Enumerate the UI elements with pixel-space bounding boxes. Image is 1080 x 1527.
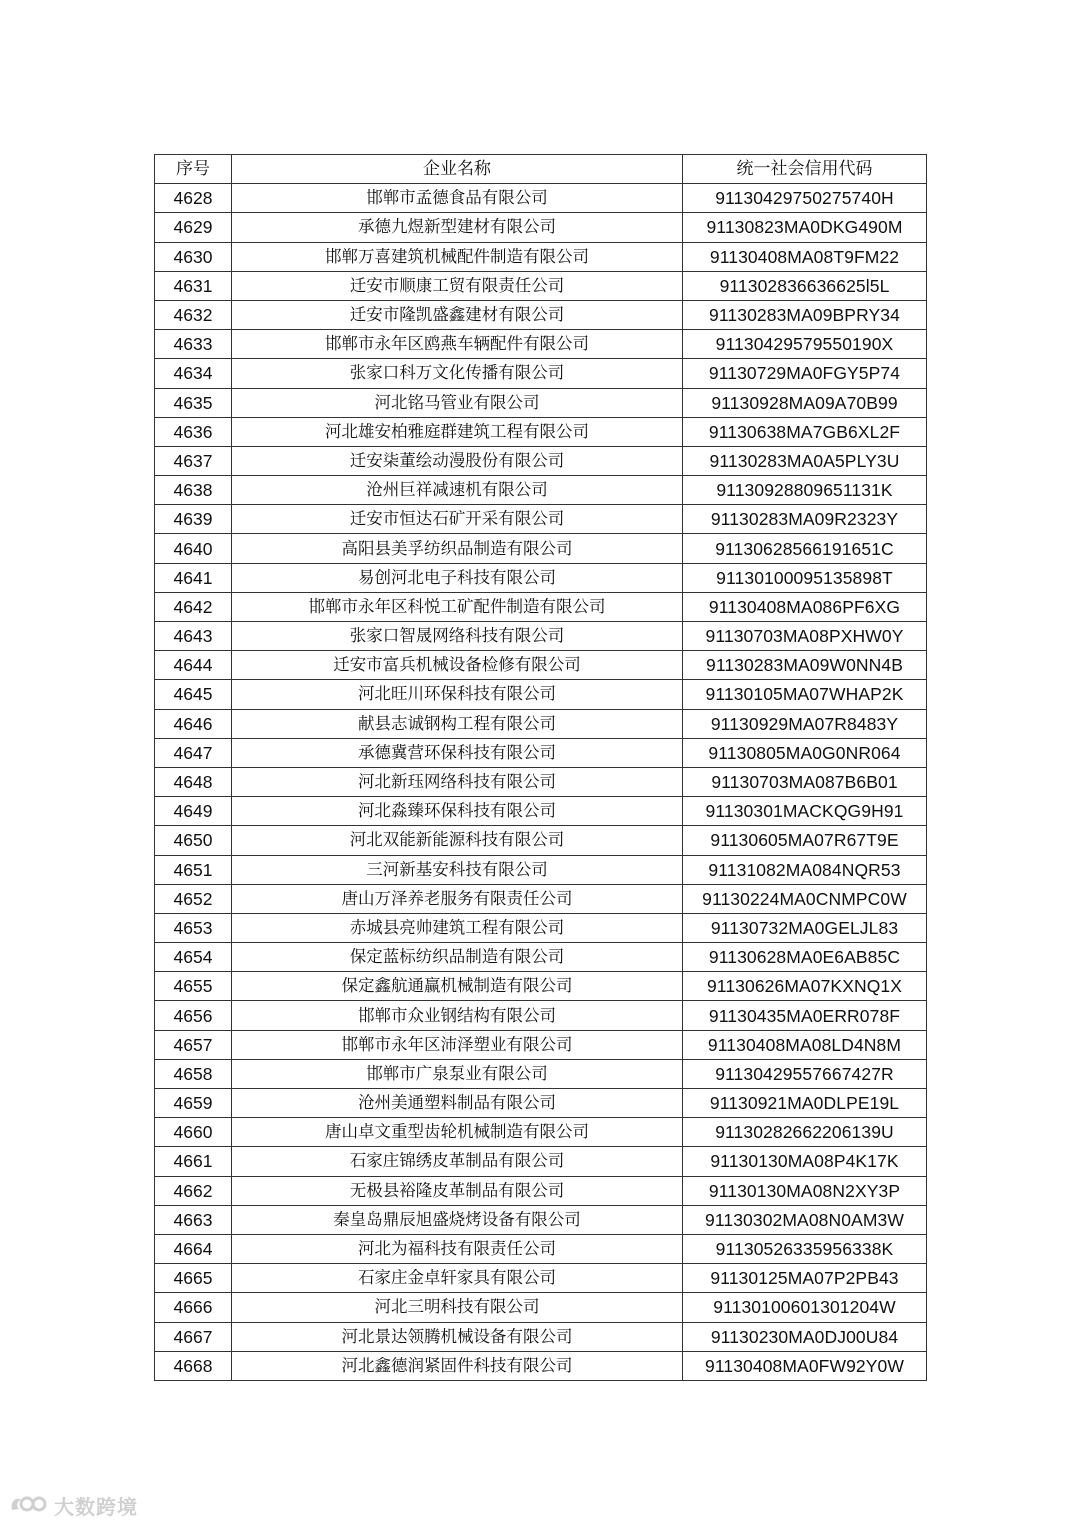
row-credit-code: 91130283MA09W0NN4B — [683, 651, 927, 680]
row-credit-code: 911302836636625l5L — [683, 271, 927, 300]
row-credit-code: 91130928MA09A70B99 — [683, 388, 927, 417]
row-company-name: 迁安柒董绘动漫股份有限公司 — [232, 446, 683, 475]
table-row — [155, 1205, 927, 1234]
row-company-name: 迁安市隆凯盛鑫建材有限公司 — [232, 300, 683, 329]
row-company-name: 河北为福科技有限责任公司 — [232, 1234, 683, 1263]
row-company-name: 献县志诚钢构工程有限公司 — [232, 709, 683, 738]
row-seq: 4645 — [155, 680, 232, 709]
row-company-name: 沧州美通塑料制品有限公司 — [232, 1089, 683, 1118]
row-credit-code: 91130130MA08P4K17K — [683, 1147, 927, 1176]
table-row — [155, 388, 927, 417]
row-seq: 4665 — [155, 1264, 232, 1293]
row-credit-code: 91130628566191651C — [683, 534, 927, 563]
row-company-name: 承德冀营环保科技有限公司 — [232, 738, 683, 767]
row-company-name: 赤城县亮帅建筑工程有限公司 — [232, 913, 683, 942]
row-company-name: 邯郸市永年区鸥燕车辆配件有限公司 — [232, 330, 683, 359]
row-seq: 4653 — [155, 913, 232, 942]
row-seq: 4641 — [155, 563, 232, 592]
row-credit-code: 91130703MA08PXHW0Y — [683, 622, 927, 651]
row-company-name: 保定鑫航通赢机械制造有限公司 — [232, 972, 683, 1001]
row-company-name: 河北三明科技有限公司 — [232, 1293, 683, 1322]
row-company-name: 河北鑫德润紧固件科技有限公司 — [232, 1351, 683, 1380]
row-company-name: 河北旺川环保科技有限公司 — [232, 680, 683, 709]
row-credit-code: 91130729MA0FGY5P74 — [683, 359, 927, 388]
row-company-name: 河北铭马管业有限公司 — [232, 388, 683, 417]
row-seq: 4635 — [155, 388, 232, 417]
row-credit-code: 91130929MA07R8483Y — [683, 709, 927, 738]
row-credit-code: 91130921MA0DLPE19L — [683, 1089, 927, 1118]
table-row — [155, 1147, 927, 1176]
row-seq: 4652 — [155, 884, 232, 913]
row-company-name: 石家庄金卓轩家具有限公司 — [232, 1264, 683, 1293]
table-row — [155, 184, 927, 213]
row-credit-code: 91130823MA0DKG490M — [683, 213, 927, 242]
table-row — [155, 651, 927, 680]
row-seq: 4649 — [155, 797, 232, 826]
enterprise-table-container — [154, 154, 926, 1381]
row-company-name: 承德九煜新型建材有限公司 — [232, 213, 683, 242]
table-row — [155, 709, 927, 738]
row-seq: 4658 — [155, 1059, 232, 1088]
row-credit-code: 91130429750275740H — [683, 184, 927, 213]
row-credit-code: 91130526335956338K — [683, 1234, 927, 1263]
row-company-name: 沧州巨祥减速机有限公司 — [232, 476, 683, 505]
table-row — [155, 1264, 927, 1293]
table-row — [155, 1001, 927, 1030]
row-seq: 4660 — [155, 1118, 232, 1147]
table-header-row — [155, 155, 927, 184]
row-credit-code: 91130230MA0DJ00U84 — [683, 1322, 927, 1351]
row-seq: 4667 — [155, 1322, 232, 1351]
row-credit-code: 91130408MA08T9FM22 — [683, 242, 927, 271]
row-company-name: 河北景达领腾机械设备有限公司 — [232, 1322, 683, 1351]
row-seq: 4629 — [155, 213, 232, 242]
row-seq: 4661 — [155, 1147, 232, 1176]
row-seq: 4630 — [155, 242, 232, 271]
row-credit-code: 91130626MA07KXNQ1X — [683, 972, 927, 1001]
watermark-logo-icon — [8, 1492, 48, 1518]
table-row — [155, 330, 927, 359]
row-seq: 4663 — [155, 1205, 232, 1234]
row-credit-code: 91130125MA07P2PB43 — [683, 1264, 927, 1293]
row-seq: 4644 — [155, 651, 232, 680]
row-seq: 4628 — [155, 184, 232, 213]
row-company-name: 唐山卓文重型齿轮机械制造有限公司 — [232, 1118, 683, 1147]
row-seq: 4632 — [155, 300, 232, 329]
table-row — [155, 1118, 927, 1147]
row-seq: 4647 — [155, 738, 232, 767]
table-row — [155, 1176, 927, 1205]
row-credit-code: 91130429557667427R — [683, 1059, 927, 1088]
row-credit-code: 91130408MA086PF6XG — [683, 592, 927, 621]
row-credit-code: 91130928809651131K — [683, 476, 927, 505]
row-company-name: 迁安市恒达石矿开采有限公司 — [232, 505, 683, 534]
row-company-name: 河北淼臻环保科技有限公司 — [232, 797, 683, 826]
table-row — [155, 855, 927, 884]
row-seq: 4640 — [155, 534, 232, 563]
row-company-name: 秦皇岛鼎辰旭盛烧烤设备有限公司 — [232, 1205, 683, 1234]
row-seq: 4633 — [155, 330, 232, 359]
row-seq: 4668 — [155, 1351, 232, 1380]
header-name: 企业名称 — [232, 155, 683, 184]
row-credit-code: 91130805MA0G0NR064 — [683, 738, 927, 767]
table-row — [155, 797, 927, 826]
table-row — [155, 943, 927, 972]
row-seq: 4642 — [155, 592, 232, 621]
row-seq: 4650 — [155, 826, 232, 855]
row-seq: 4648 — [155, 767, 232, 796]
row-seq: 4631 — [155, 271, 232, 300]
row-seq: 4656 — [155, 1001, 232, 1030]
row-credit-code: 91130732MA0GELJL83 — [683, 913, 927, 942]
row-credit-code: 91130283MA09BPRY34 — [683, 300, 927, 329]
row-credit-code: 91130282662206139U — [683, 1118, 927, 1147]
table-row — [155, 1234, 927, 1263]
row-credit-code: 91130100095135898T — [683, 563, 927, 592]
table-row — [155, 1293, 927, 1322]
row-company-name: 河北新珏网络科技有限公司 — [232, 767, 683, 796]
row-credit-code: 91130302MA08N0AM3W — [683, 1205, 927, 1234]
table-row — [155, 592, 927, 621]
row-credit-code: 91130429579550190X — [683, 330, 927, 359]
table-row — [155, 534, 927, 563]
table-body — [155, 184, 927, 1381]
table-row — [155, 680, 927, 709]
row-company-name: 唐山万泽养老服务有限责任公司 — [232, 884, 683, 913]
row-seq: 4657 — [155, 1030, 232, 1059]
table-row — [155, 563, 927, 592]
table-row — [155, 1089, 927, 1118]
row-company-name: 河北双能新能源科技有限公司 — [232, 826, 683, 855]
table-row — [155, 622, 927, 651]
row-seq: 4639 — [155, 505, 232, 534]
row-credit-code: 91130283MA0A5PLY3U — [683, 446, 927, 475]
row-seq: 4637 — [155, 446, 232, 475]
row-credit-code: 91130130MA08N2XY3P — [683, 1176, 927, 1205]
row-credit-code: 91130703MA087B6B01 — [683, 767, 927, 796]
header-seq: 序号 — [155, 155, 232, 184]
watermark-text: 大数跨境 — [54, 1494, 138, 1519]
row-credit-code: 91130100601301204W — [683, 1293, 927, 1322]
row-company-name: 邯郸万喜建筑机械配件制造有限公司 — [232, 242, 683, 271]
row-credit-code: 91131082MA084NQR53 — [683, 855, 927, 884]
row-company-name: 三河新基安科技有限公司 — [232, 855, 683, 884]
row-credit-code: 91130605MA07R67T9E — [683, 826, 927, 855]
row-company-name: 保定蓝标纺织品制造有限公司 — [232, 943, 683, 972]
row-seq: 4666 — [155, 1293, 232, 1322]
row-company-name: 邯郸市众业钢结构有限公司 — [232, 1001, 683, 1030]
row-company-name: 邯郸市广泉泵业有限公司 — [232, 1059, 683, 1088]
row-seq: 4646 — [155, 709, 232, 738]
row-company-name: 迁安市顺康工贸有限责任公司 — [232, 271, 683, 300]
table-row — [155, 1351, 927, 1380]
row-company-name: 无极县裕隆皮革制品有限公司 — [232, 1176, 683, 1205]
row-company-name: 石家庄锦绣皮革制品有限公司 — [232, 1147, 683, 1176]
table-row — [155, 884, 927, 913]
row-credit-code: 91130638MA7GB6XL2F — [683, 417, 927, 446]
row-seq: 4634 — [155, 359, 232, 388]
row-company-name: 张家口科万文化传播有限公司 — [232, 359, 683, 388]
row-credit-code: 91130408MA0FW92Y0W — [683, 1351, 927, 1380]
row-company-name: 河北雄安柏雅庭群建筑工程有限公司 — [232, 417, 683, 446]
row-seq: 4659 — [155, 1089, 232, 1118]
row-credit-code: 91130435MA0ERR078F — [683, 1001, 927, 1030]
row-company-name: 迁安市富兵机械设备检修有限公司 — [232, 651, 683, 680]
enterprise-table — [154, 154, 927, 1381]
table-row — [155, 446, 927, 475]
table-row — [155, 1322, 927, 1351]
row-credit-code: 91130224MA0CNMPC0W — [683, 884, 927, 913]
row-company-name: 邯郸市孟德食品有限公司 — [232, 184, 683, 213]
header-code: 统一社会信用代码 — [683, 155, 927, 184]
table-row — [155, 271, 927, 300]
table-row — [155, 359, 927, 388]
row-seq: 4638 — [155, 476, 232, 505]
table-row — [155, 242, 927, 271]
table-row — [155, 913, 927, 942]
row-seq: 4643 — [155, 622, 232, 651]
table-row — [155, 738, 927, 767]
table-row — [155, 213, 927, 242]
row-seq: 4664 — [155, 1234, 232, 1263]
table-row — [155, 767, 927, 796]
row-company-name: 高阳县美孚纺织品制造有限公司 — [232, 534, 683, 563]
row-credit-code: 91130301MACKQG9H91 — [683, 797, 927, 826]
row-seq: 4636 — [155, 417, 232, 446]
row-seq: 4655 — [155, 972, 232, 1001]
table-row — [155, 826, 927, 855]
table-row — [155, 1030, 927, 1059]
table-row — [155, 972, 927, 1001]
row-company-name: 张家口智晟网络科技有限公司 — [232, 622, 683, 651]
row-credit-code: 91130105MA07WHAP2K — [683, 680, 927, 709]
row-company-name: 邯郸市永年区沛泽塑业有限公司 — [232, 1030, 683, 1059]
table-row — [155, 476, 927, 505]
watermark — [8, 1490, 138, 1520]
row-credit-code: 91130283MA09R2323Y — [683, 505, 927, 534]
row-company-name: 邯郸市永年区科悦工矿配件制造有限公司 — [232, 592, 683, 621]
table-row — [155, 417, 927, 446]
row-credit-code: 91130628MA0E6AB85C — [683, 943, 927, 972]
row-seq: 4654 — [155, 943, 232, 972]
row-seq: 4651 — [155, 855, 232, 884]
row-company-name: 易创河北电子科技有限公司 — [232, 563, 683, 592]
table-row — [155, 1059, 927, 1088]
table-row — [155, 300, 927, 329]
table-row — [155, 505, 927, 534]
row-seq: 4662 — [155, 1176, 232, 1205]
row-credit-code: 91130408MA08LD4N8M — [683, 1030, 927, 1059]
